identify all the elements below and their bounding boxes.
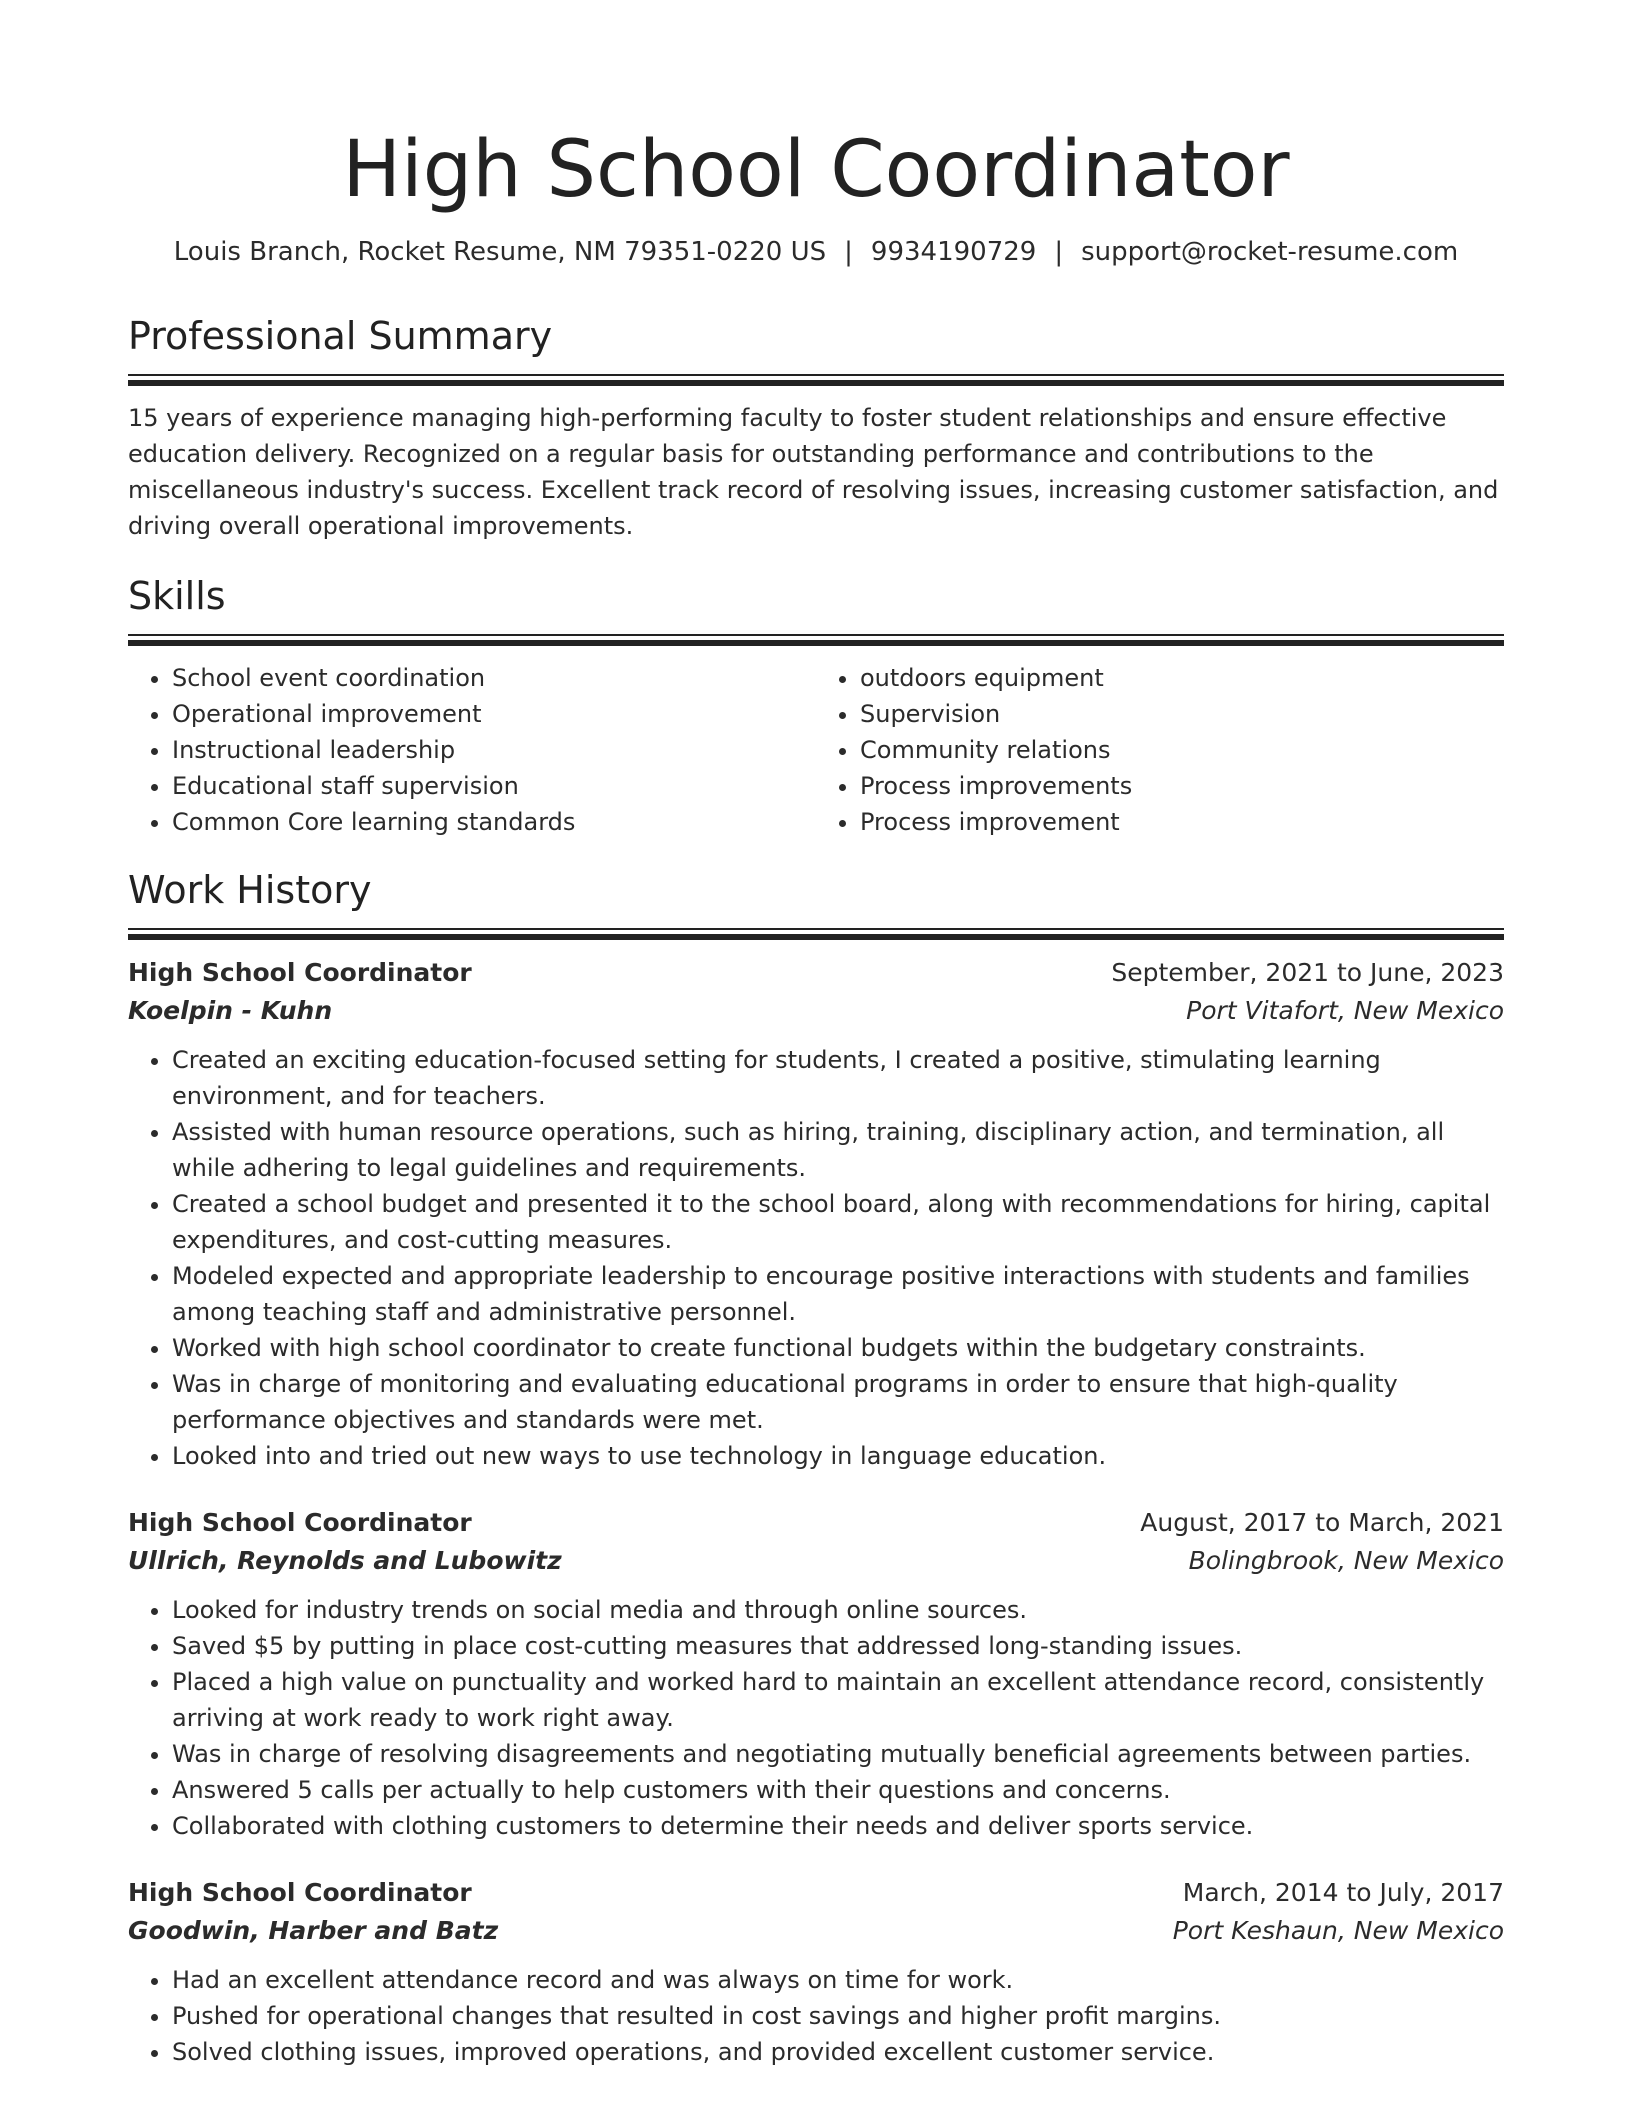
- job-title: High School Coordinator: [128, 958, 472, 987]
- job-bullet: • Looked into and tried out new ways to use technology in language education.: [172, 1438, 1504, 1474]
- skill-item: • Supervision: [860, 696, 1504, 732]
- skill-item: • Process improvements: [860, 768, 1504, 804]
- job-bullet: • Saved $5 by putting in place cost-cutting measures that addressed long-standing issues.: [172, 1628, 1504, 1664]
- job-dates: September, 2021 to June, 2023: [1111, 958, 1504, 987]
- job-header: [128, 954, 1504, 992]
- job-location: Bolingbrook, New Mexico: [1188, 1546, 1504, 1575]
- job-bullet: • Looked for industry trends on social media and through online sources.: [172, 1592, 1504, 1628]
- contact-email: support@rocket-resume.com: [1081, 237, 1459, 267]
- job-bullet: • Solved clothing issues, improved operations, and provided excellent customer service.: [172, 2034, 1504, 2070]
- job-dates: March, 2014 to July, 2017: [1182, 1878, 1504, 1907]
- skill-item: • Common Core learning standards: [172, 804, 816, 840]
- job-dates: August, 2017 to March, 2021: [1140, 1508, 1504, 1537]
- contact-address: Louis Branch, Rocket Resume, NM 79351-0220 US: [173, 237, 827, 267]
- job-bullet: • Collaborated with clothing customers to determine their needs and deliver sports service.: [172, 1808, 1504, 1844]
- skill-item: • Process improvement: [860, 804, 1504, 840]
- job-bullet: • Modeled expected and appropriate leadership to encourage positive interactions with students and families among teaching staff and administrative personnel.: [172, 1258, 1504, 1330]
- summary-text: 15 years of experience managing high-performing faculty to foster student relationships and ensure effective education delivery. Recognized on a regular basis for outstanding performance and contributions to the miscellaneous industry's success. Excellent track record of resolving issues, increasing customer satisfaction, and driving overall operational improvements.: [128, 404, 1499, 540]
- work-history-heading: Work History: [128, 868, 372, 912]
- skill-item: • Instructional leadership: [172, 732, 816, 768]
- job-subheader: [128, 1542, 1504, 1580]
- resume-name: High School Coordinator: [342, 125, 1290, 215]
- job-company: Koelpin - Kuhn: [128, 996, 333, 1025]
- job-company: Ullrich, Reynolds and Lubowitz: [128, 1546, 562, 1575]
- job-bullet: • Created an exciting education-focused setting for students, I created a positive, stimulating learning environment, and for teachers.: [172, 1042, 1504, 1114]
- resume-page: [128, 0, 1504, 2070]
- job-entry: [128, 1874, 1504, 2070]
- job-title: High School Coordinator: [128, 1508, 472, 1537]
- job-bullet: • Worked with high school coordinator to create functional budgets within the budgetary constraints.: [172, 1330, 1504, 1366]
- skill-item: • Operational improvement: [172, 696, 816, 732]
- skills-column-right: [816, 660, 1504, 840]
- job-location: Port Keshaun, New Mexico: [1172, 1916, 1504, 1945]
- skills-list: [128, 660, 1504, 840]
- job-entry: [128, 954, 1504, 1474]
- job-bullet: • Assisted with human resource operations, such as hiring, training, disciplinary action, and termination, all while adhering to legal guidelines and requirements.: [172, 1114, 1504, 1186]
- summary-heading: Professional Summary: [128, 314, 553, 358]
- section-divider: [128, 634, 1504, 646]
- job-company: Goodwin, Harber and Batz: [128, 1916, 499, 1945]
- skill-item: • Community relations: [860, 732, 1504, 768]
- job-bullet: • Was in charge of monitoring and evaluating educational programs in order to ensure that high-quality performance objectives and standards were met.: [172, 1366, 1504, 1438]
- contact-separator: |: [1054, 237, 1064, 267]
- job-header: [128, 1504, 1504, 1542]
- job-bullets: [128, 1962, 1504, 2070]
- skills-heading: Skills: [128, 574, 226, 618]
- job-bullet: • Had an excellent attendance record and was always on time for work.: [172, 1962, 1504, 1998]
- job-title: High School Coordinator: [128, 1878, 472, 1907]
- contact-line: [128, 234, 1504, 270]
- job-bullet: • Placed a high value on punctuality and worked hard to maintain an excellent attendance record, consistently arriving at work ready to work right away.: [172, 1664, 1504, 1736]
- job-entry: [128, 1504, 1504, 1844]
- job-bullets: [128, 1592, 1504, 1844]
- skill-item: • outdoors equipment: [860, 660, 1504, 696]
- contact-phone: 9934190729: [870, 237, 1037, 267]
- job-bullet: • Created a school budget and presented it to the school board, along with recommendations for hiring, capital expenditures, and cost-cutting measures.: [172, 1186, 1504, 1258]
- skill-item: • School event coordination: [172, 660, 816, 696]
- job-location: Port Vitafort, New Mexico: [1186, 996, 1504, 1025]
- job-bullet: • Pushed for operational changes that resulted in cost savings and higher profit margins.: [172, 1998, 1504, 2034]
- job-subheader: [128, 992, 1504, 1030]
- job-subheader: [128, 1912, 1504, 1950]
- job-header: [128, 1874, 1504, 1912]
- job-bullets: [128, 1042, 1504, 1474]
- job-bullet: • Was in charge of resolving disagreements and negotiating mutually beneficial agreements between parties.: [172, 1736, 1504, 1772]
- skill-item: • Educational staff supervision: [172, 768, 816, 804]
- job-bullet: • Answered 5 calls per actually to help customers with their questions and concerns.: [172, 1772, 1504, 1808]
- skills-column-left: [128, 660, 816, 840]
- contact-separator: |: [844, 237, 853, 267]
- section-divider: [128, 928, 1504, 940]
- section-divider: [128, 374, 1504, 386]
